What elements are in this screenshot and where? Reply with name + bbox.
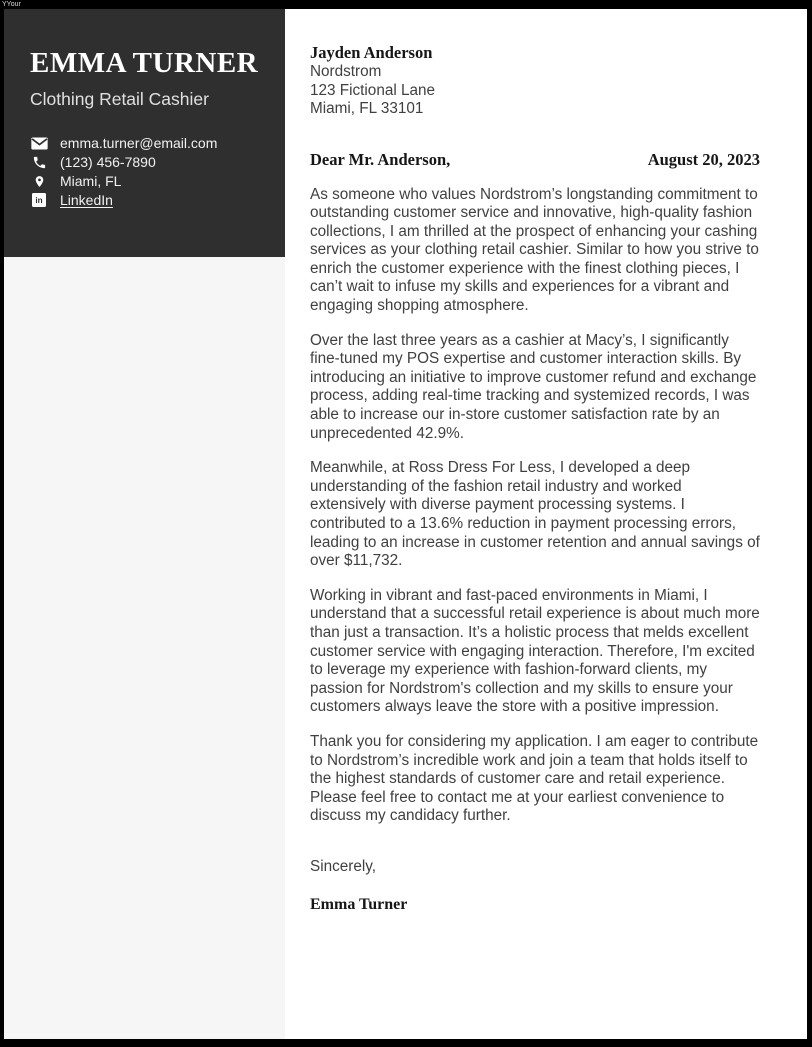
location-icon	[30, 174, 48, 189]
sidebar-header	[4, 9, 285, 257]
email-icon	[30, 137, 48, 150]
candidate-name: EMMA TURNER	[30, 47, 259, 79]
contact-row-email	[30, 136, 267, 150]
watermark-text: YYour	[2, 1, 21, 8]
contact-email-text: emma.turner@email.com	[60, 135, 218, 151]
letter-body	[310, 9, 760, 914]
greeting: Dear Mr. Anderson,	[310, 149, 451, 169]
recipient-city: Miami, FL 33101	[310, 100, 424, 117]
letter-paragraph-4: Working in vibrant and fast-paced environments in Miami, I understand that a successful retail experience is about much more than just a transaction. It’s a holistic process that melds excellent customer service with engaging interaction. Therefore, I'm excited to leverage my experience with fashion-forward clients, my passion for Nordstrom's collection and my skills to ensure your customers always leave the store with a positive impression.	[310, 586, 760, 716]
svg-text:in: in	[35, 196, 43, 206]
closing: Sincerely,	[310, 857, 377, 875]
contact-row-linkedin	[30, 193, 267, 207]
contact-list	[30, 136, 267, 207]
recipient-street: 123 Fictional Lane	[310, 81, 436, 99]
linkedin-link[interactable]: LinkedIn	[60, 192, 113, 208]
linkedin-icon	[30, 193, 48, 207]
recipient-block	[310, 43, 760, 119]
contact-row-phone	[30, 155, 267, 169]
letter-paragraph-2: Over the last three years as a cashier at Macy’s, I significantly fine-tuned my POS expertise and customer interaction skills. By introducing an initiative to improve customer refund and exchange process, adding real-time tracking and systemized records, I was able to increase our in-store customer satisfaction rate by an unprecedented 42.9%.	[310, 331, 757, 442]
contact-row-location	[30, 174, 267, 188]
sidebar	[4, 9, 285, 1039]
letter-paragraph-1: As someone who values Nordstrom’s longstanding commitment to outstanding customer service and innovative, high-quality fashion collections, I am thrilled at the prospect of enhancing your cashing services as your clothing retail cashier. Similar to how you strive to enrich the customer experience with the finest clothing pieces, I can’t wait to infuse my skills and experiences for a vibrant and engaging shopping atmosphere.	[310, 185, 759, 315]
recipient-name: Jayden Anderson	[310, 43, 433, 62]
cover-letter-page	[4, 9, 807, 1039]
letter-date: August 20, 2023	[647, 149, 760, 169]
letter-paragraph-5: Thank you for considering my application. I am eager to contribute to Nordstrom’s incredible work and join a team that holds itself to the highest standards of customer care and retail experience. Please feel free to contact me at your earliest convenience to discuss my candidacy further.	[310, 732, 759, 825]
greeting-row	[310, 150, 760, 170]
signature-name: Emma Turner	[310, 895, 408, 913]
contact-phone-text: (123) 456-7890	[60, 154, 156, 170]
phone-icon	[30, 155, 48, 170]
contact-location-text: Miami, FL	[60, 173, 122, 189]
job-title: Clothing Retail Cashier	[30, 89, 209, 109]
recipient-company: Nordstrom	[310, 63, 382, 80]
letter-paragraph-3: Meanwhile, at Ross Dress For Less, I developed a deep understanding of the fashion retail industry and worked extensively with diverse payment processing systems. I contributed to a 13.6% reduction in payment processing errors, leading to an increase in customer retention and annual savings of over $11,732.	[310, 459, 760, 570]
